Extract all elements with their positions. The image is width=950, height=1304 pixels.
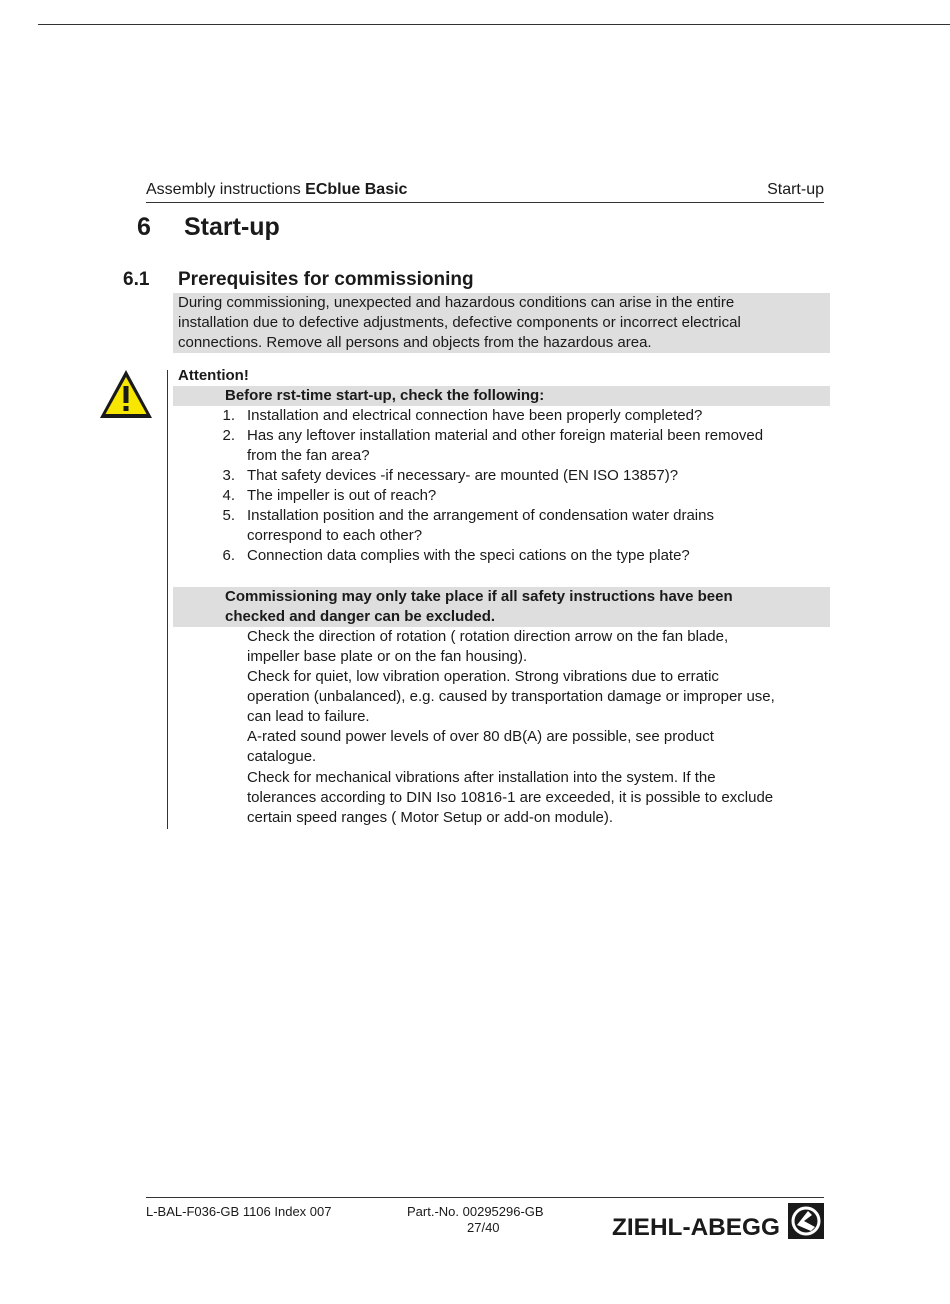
header-section: Start-up — [767, 181, 824, 198]
intro-box — [173, 293, 830, 353]
warning-triangle-icon — [98, 368, 154, 420]
check-line: Check the direction of rotation ( rotation direction arrow on the fan blade, — [247, 628, 729, 645]
list-item-number: 5. — [222, 507, 235, 524]
running-header — [146, 181, 824, 203]
commissioning-line: Commissioning may only take place if all safety instructions have been — [225, 588, 733, 605]
intro-line: installation due to defective adjustments, defective components or incorrect electrical — [178, 314, 741, 331]
list-item-number: 4. — [222, 487, 235, 504]
check-line: certain speed ranges ( Motor Setup or add-on module). — [247, 809, 614, 826]
attention-label: Attention! — [178, 367, 249, 384]
list-item: Installation position and the arrangement of condensation water drains — [247, 507, 714, 524]
chapter-number: 6 — [137, 213, 151, 241]
list-item-number: 6. — [222, 547, 235, 564]
commissioning-line: checked and danger can be excluded. — [225, 608, 496, 625]
footer-doc-id: L-BAL-F036-GB 1106 Index 007 — [146, 1204, 332, 1219]
svg-text:ZIEHL-ABEGG: ZIEHL-ABEGG — [612, 1214, 780, 1241]
list-item: correspond to each other? — [247, 527, 423, 544]
list-item-number: 2. — [222, 427, 235, 444]
list-item: That safety devices -if necessary- are mounted (EN ISO 13857)? — [247, 467, 679, 484]
list-item: Has any leftover installation material and other foreign material been removed — [247, 427, 764, 444]
attention-sidebar-rule — [167, 370, 168, 829]
footer-part-no: Part.-No. 00295296-GB — [407, 1204, 544, 1219]
section-title: Prerequisites for commissioning — [178, 269, 474, 290]
intro-line: During commissioning, unexpected and hazardous conditions can arise in the entire — [178, 294, 735, 311]
intro-line: connections. Remove all persons and objects from the hazardous area. — [178, 334, 652, 351]
check-line: impeller base plate or on the fan housing). — [247, 648, 528, 665]
commissioning-box — [173, 587, 830, 627]
chapter-title: Start-up — [184, 213, 280, 241]
ziehl-abegg-logo-icon — [612, 1201, 826, 1241]
section-number: 6.1 — [123, 269, 150, 290]
check-line: catalogue. — [247, 748, 317, 765]
list-item-number: 3. — [222, 467, 235, 484]
check-line: can lead to failure. — [247, 708, 370, 725]
check-line: Check for mechanical vibrations after installation into the system. If the — [247, 769, 716, 786]
list-item: Connection data complies with the speci cations on the type plate? — [247, 547, 690, 564]
check-heading-box — [173, 386, 830, 406]
header-product: ECblue Basic — [305, 181, 408, 198]
footer-page-number: 27/40 — [467, 1220, 500, 1235]
footer-rule — [146, 1197, 824, 1198]
list-item: The impeller is out of reach? — [247, 487, 437, 504]
list-item-number: 1. — [222, 407, 235, 424]
check-line: tolerances according to DIN Iso 10816-1 are exceeded, it is possible to exclude — [247, 789, 774, 806]
list-item: Installation and electrical connection have been properly completed? — [247, 407, 703, 424]
check-line: A-rated sound power levels of over 80 dB(A) are possible, see product — [247, 728, 714, 745]
check-line: Check for quiet, low vibration operation. Strong vibrations due to erratic — [247, 668, 719, 685]
top-rule — [38, 24, 950, 25]
check-heading: Before rst-time start-up, check the following: — [225, 387, 545, 404]
check-line: operation (unbalanced), e.g. caused by transportation damage or improper use, — [247, 688, 775, 705]
header-title: Assembly instructions ECblue Basic — [146, 181, 408, 198]
list-item: from the fan area? — [247, 447, 370, 464]
